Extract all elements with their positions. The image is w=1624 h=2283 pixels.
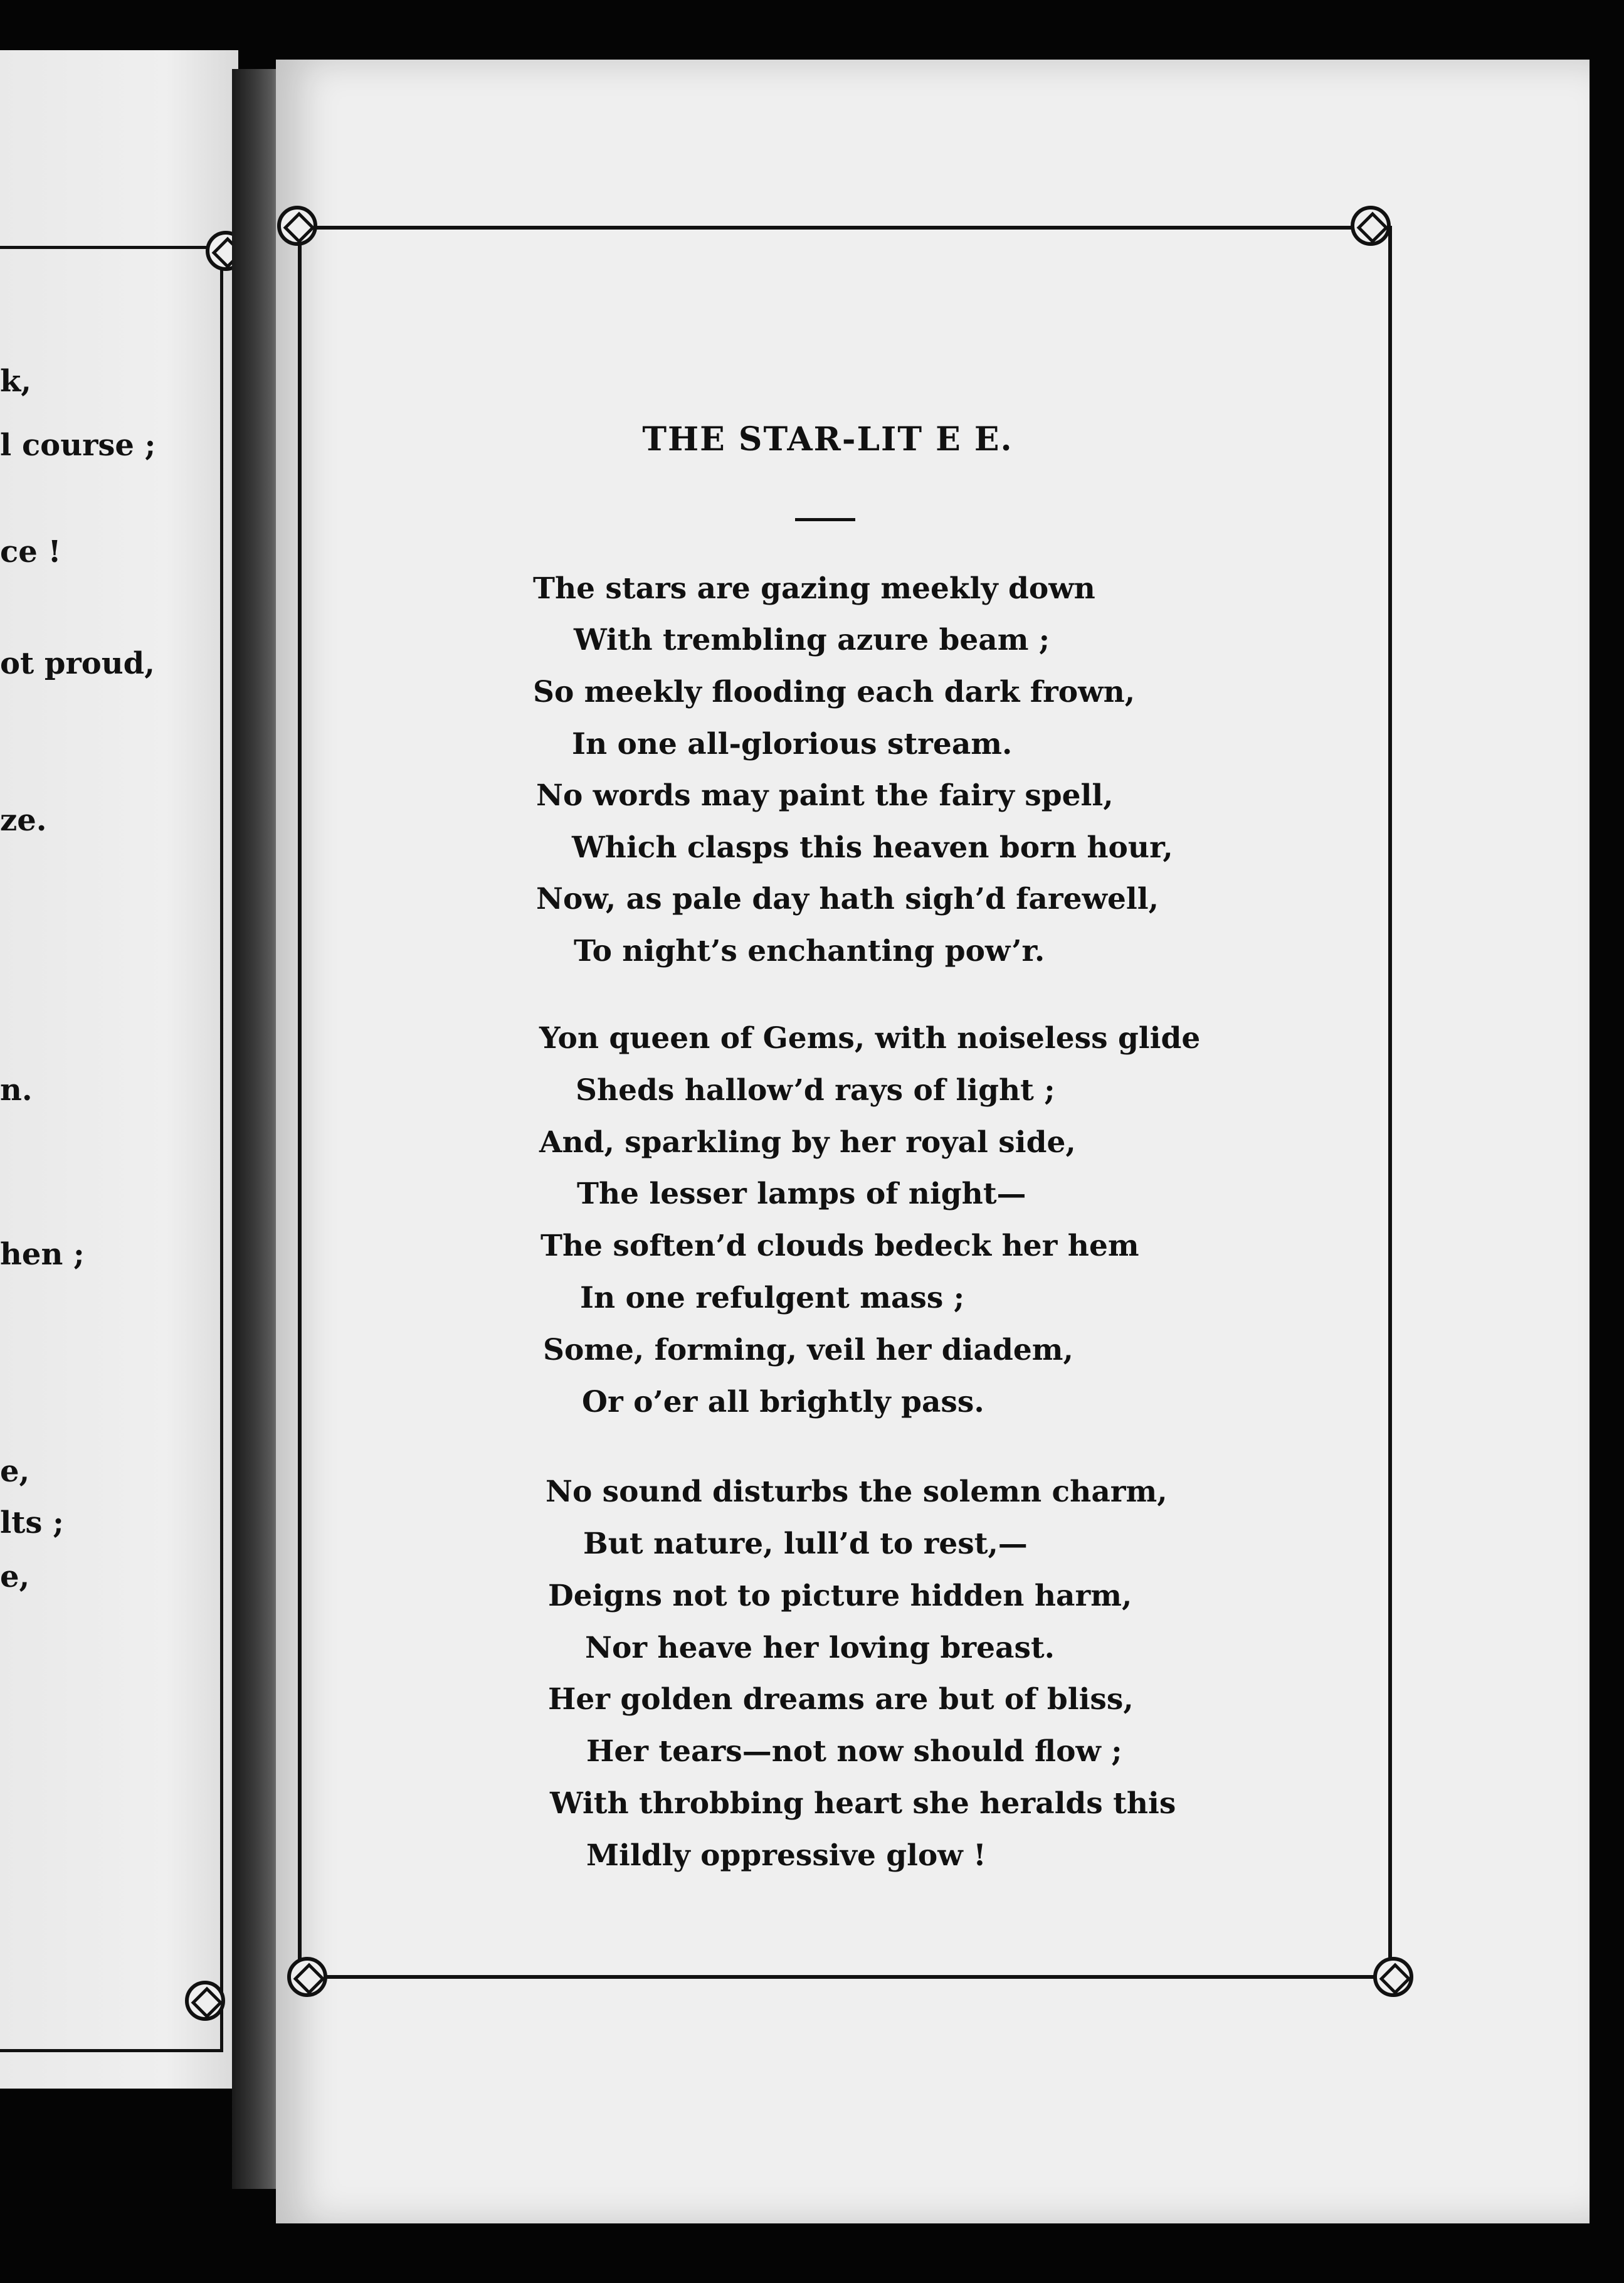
poem-title: THE STAR-LIT E E. [642,420,1013,458]
poem-line: No words may paint the fairy spell, [536,778,1114,813]
poem-line: Or o’er all brightly pass. [582,1385,984,1419]
left-fragment: e, [0,1559,30,1594]
left-fragment: lts ; [0,1505,64,1540]
poem-line: Some, forming, veil her diadem, [543,1333,1073,1367]
poem-line: And, sparkling by her royal side, [539,1125,1076,1160]
poem-line: Now, as pale day hath sigh’d farewell, [536,882,1159,916]
top-right-ornament [1351,206,1391,246]
bottom-left-ornament [287,1957,327,1997]
poem-line: Yon queen of Gems, with noiseless glide [539,1021,1201,1056]
bottom-right-ornament [1373,1957,1413,1997]
top-left-ornament [277,206,317,246]
left-fragment: ot proud, [0,646,155,681]
previous-page [0,50,238,2089]
poem-line: Her tears—not now should flow ; [586,1734,1122,1769]
previous-page-border [0,246,223,2052]
poem-line: With trembling azure beam ; [574,623,1050,657]
left-bottom-ornament [185,1981,225,2021]
poem-line: Her golden dreams are but of bliss, [548,1682,1134,1717]
poem-line: In one all-glorious stream. [572,727,1013,761]
left-fragment: l course ; [0,428,156,463]
poem-line: To night’s enchanting pow’r. [574,934,1045,968]
poem-line: The stars are gazing meekly down [533,571,1095,606]
poem-line: With throbbing heart she heralds this [550,1786,1176,1821]
poem-line: So meekly flooding each dark frown, [533,675,1136,709]
poem-line: The soften’d clouds bedeck her hem [540,1229,1139,1263]
title-rule [795,518,855,521]
poem-line: In one refulgent mass ; [580,1281,965,1315]
poem-line: Mildly oppressive glow ! [586,1838,986,1873]
poem-line: Nor heave her loving breast. [585,1631,1055,1665]
poem-line: Sheds hallow’d rays of light ; [576,1073,1055,1108]
left-fragment: ce ! [0,534,61,569]
poem-line: No sound disturbs the solemn charm, [546,1475,1168,1509]
left-fragment: e, [0,1454,30,1489]
left-fragment: k, [0,364,31,399]
poem-line: The lesser lamps of night— [577,1177,1026,1211]
left-fragment: n. [0,1073,33,1108]
left-fragment: ze. [0,803,47,838]
poem-line: Which clasps this heaven born hour, [572,830,1173,865]
left-fragment: hen ; [0,1237,85,1272]
poem-line: Deigns not to picture hidden harm, [548,1579,1132,1613]
poem-line: But nature, lull’d to rest,— [583,1527,1028,1561]
